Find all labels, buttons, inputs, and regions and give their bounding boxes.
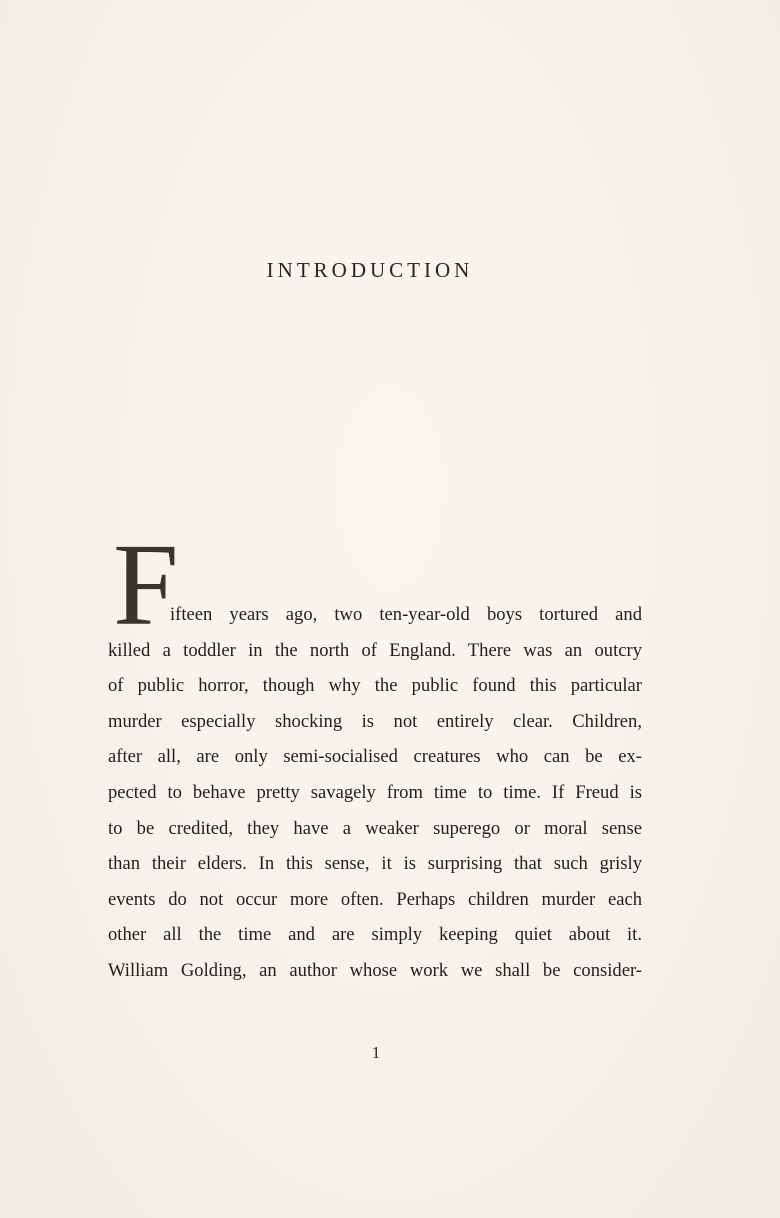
text-line: to be credited, they have a weaker superego or moral sense — [108, 817, 642, 839]
text-line: murder especially shocking is not entirely clear. Children, — [108, 710, 642, 732]
text-line: killed a toddler in the north of England. There was an outcry — [108, 639, 642, 661]
text-line: ifteen years ago, two ten-year-old boys tortured and — [170, 604, 642, 625]
text-line: of public horror, though why the public found this particular — [108, 675, 642, 697]
body-paragraph — [108, 545, 642, 989]
text-line: pected to behave pretty savagely from time to time. If Freud is — [108, 781, 642, 803]
text-line: than their elders. In this sense, it is surprising that such grisly — [108, 853, 642, 875]
chapter-heading: INTRODUCTION — [266, 258, 474, 282]
text-line: after all, are only semi-socialised creatures who can be ex- — [108, 746, 642, 768]
text-line: other all the time and are simply keeping quiet about it. — [108, 924, 642, 946]
drop-cap: F — [113, 519, 179, 650]
text-line: William Golding, an author whose work we shall be consider- — [108, 959, 642, 981]
text-line: events do not occur more often. Perhaps children murder each — [108, 888, 642, 910]
page-number: 1 — [371, 1043, 381, 1062]
